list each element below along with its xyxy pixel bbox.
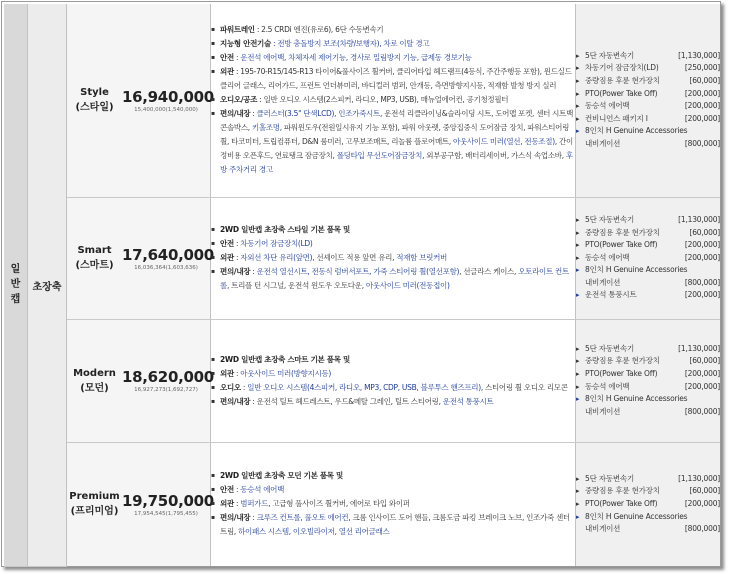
- feature-text: 아웃사이드 미러(열선, 전동조절): [453, 137, 555, 147]
- feature-text: 클러스터(3.5" 단색LCD), 인조가죽시트: [256, 109, 380, 119]
- feature-item: [211, 93, 575, 107]
- feature-text: : 195-70-R15/145-R13 타이어&풀사이즈 휠커버, 클리어타입 헤드램프(4등식, 주간주행등 포함), 윈드실드 클리어 글래스, 리어가드, 프런트 언더뷰미러, 바디컬러 범퍼, 안개등, 측면방향지시등, 적재함 발청 방지 실러: [220, 67, 572, 91]
- feature-text: , 크롬 인사이드 도어 핸들, 크롬도금 파킹 브레이크 노브, 인조가죽 센터트림,: [220, 513, 570, 537]
- option-price: [200,000]: [684, 368, 720, 378]
- feature-category-label: 안전: [220, 239, 234, 248]
- feature-text: :: [250, 513, 257, 523]
- option-price: [200,000]: [684, 240, 720, 250]
- feature-text: , 트리플 턴 시그널, 운전석 윈도우 오토다운,: [226, 281, 366, 290]
- feature-text: :: [240, 382, 248, 392]
- option-price: [60,000]: [689, 227, 720, 237]
- trim-name-cell: [67, 442, 123, 566]
- feature-category-label: 2WD 일반캡 초장축 모던 기본 품목 및: [220, 471, 343, 481]
- trim-name-ko: (스마트): [75, 260, 114, 271]
- trim-name-ko: (프리미엄): [70, 506, 119, 518]
- feature-list: [211, 469, 575, 539]
- trim-row-modern: [4, 319, 720, 442]
- options-cell: [576, 4, 721, 197]
- feature-item: [211, 497, 575, 511]
- option-label: ▸ 8인치 H Genuine Accessories: [585, 126, 688, 136]
- feature-item: [211, 223, 575, 237]
- feature-category-label: 오디오: [220, 382, 241, 392]
- option-price: [800,000]: [684, 277, 720, 287]
- feature-text: : 운전석 틸트 헤드레스트, 우드&메탈 그레인, 틸트 스티어링,: [250, 396, 443, 406]
- feature-item: [211, 23, 575, 37]
- feature-text: 하이패스 시스템, 이오빌라이저, 열선 리어글래스: [238, 527, 390, 537]
- option-item: [576, 289, 720, 302]
- option-label: ▸ 8인치 H Genuine Accessories: [585, 265, 688, 275]
- option-price: [1,130,000]: [678, 214, 720, 224]
- feature-item: [211, 511, 575, 539]
- feature-category-label: 지능형 안전기술: [220, 39, 271, 49]
- option-item: [576, 498, 720, 511]
- option-label: ▸ PTO(Power Take Off): [585, 240, 658, 250]
- trim-name-cell: [67, 319, 123, 442]
- option-price: [800,000]: [684, 524, 720, 534]
- trim-row-smart: [4, 197, 720, 319]
- option-price: [800,000]: [684, 139, 720, 149]
- feature-category-label: 편의/내장: [220, 109, 251, 119]
- feature-item: [211, 353, 575, 367]
- feature-text: : 일반 오디오 시스템(2스피커, 라디오, MP3, USB), 매뉴얼에어컨, 공기청정필터: [257, 95, 509, 105]
- feature-text: 폴딩타입 무선도어잠금장치: [336, 151, 423, 161]
- feature-category-label: 오디오/공조: [220, 95, 258, 105]
- option-label: ▸ 차동기어 잠금장치(LD): [585, 63, 659, 73]
- option-item-continued: [576, 277, 720, 290]
- option-price: [250,000]: [684, 63, 720, 73]
- option-item-continued: [576, 406, 720, 419]
- feature-text: 후방 주차거리 경고: [220, 151, 573, 175]
- feature-item: [211, 107, 575, 177]
- feature-item: [211, 237, 575, 251]
- trim-row-style: [4, 4, 720, 197]
- option-item: [576, 227, 720, 240]
- features-cell: [211, 4, 576, 197]
- option-price: [60,000]: [689, 356, 720, 366]
- features-cell: [211, 319, 576, 442]
- feature-text: 크루즈 컨트롤, 풀오토 에어컨: [256, 513, 349, 523]
- trim-price-breakdown: 16,036,364(1,603,636): [134, 264, 198, 271]
- trim-price: 19,750,000: [122, 491, 214, 510]
- feature-text: : 아웃사이드 미러(방향지시등): [233, 368, 331, 378]
- option-label: ▸ 중량짐용 후륜 현가장치: [585, 356, 660, 366]
- option-item: [576, 62, 720, 75]
- feature-text: 적재함 브릿커버: [396, 253, 447, 262]
- option-label: ▸ 5단 자동변속기: [585, 473, 635, 483]
- option-label: ▸ 중량짐용 후륜 현가장치: [585, 227, 660, 237]
- trim-row-premium: [4, 442, 720, 566]
- trim-name: Smart: [77, 245, 112, 256]
- feature-text: , 스티어링 휠 오디오 리모콘: [480, 382, 568, 392]
- feature-list: [211, 223, 575, 293]
- trim-price: 16,940,000: [122, 87, 214, 106]
- trim-name: Style: [80, 87, 109, 99]
- feature-text: , 선셰이드 적용 앞면 유리,: [312, 253, 397, 262]
- option-price: [200,000]: [684, 101, 720, 111]
- trim-price: 17,640,000: [122, 245, 214, 264]
- trim-name-cell: [67, 197, 123, 319]
- option-item: [576, 88, 720, 101]
- feature-text: :: [233, 253, 241, 262]
- option-price: [1,130,000]: [678, 50, 720, 60]
- spec-table-frame: [1, 1, 721, 567]
- feature-category-label: 편의/내장: [220, 396, 251, 406]
- option-list: [576, 50, 720, 151]
- option-item: [576, 355, 720, 368]
- option-label: ▸ 5단 자동변속기: [585, 214, 635, 224]
- feature-category-label: 안전: [220, 485, 234, 495]
- feature-category-label: 외관: [220, 368, 234, 378]
- feature-text: 일반 오디오 시스템(4스피커, 라디오, MP3, CDP, USB, 블루투스 핸즈프리): [247, 382, 481, 392]
- option-item: [576, 264, 720, 277]
- option-label: ▸ PTO(Power Take Off): [585, 88, 658, 98]
- trim-price-breakdown: 17,954,545(1,795,455): [134, 510, 198, 517]
- trim-price-breakdown: 15,400,000(1,540,000): [134, 106, 198, 113]
- trim-name-ko: (스타일): [75, 102, 114, 114]
- feature-item: [211, 65, 575, 93]
- feature-text: , 외부공구함, 배터리세이버, 가스식 속업소바,: [422, 151, 566, 161]
- option-item: [576, 381, 720, 394]
- body-category-cell: [28, 4, 67, 566]
- trim-price-cell: [122, 442, 214, 566]
- trim-name: Premium: [69, 491, 120, 503]
- trim-price-cell: [122, 319, 214, 442]
- vehicle-category-label: 일반캡: [10, 264, 21, 306]
- option-item: [576, 393, 720, 406]
- option-item: [576, 100, 720, 113]
- options-cell: [576, 442, 721, 566]
- feature-item: [211, 469, 575, 483]
- option-label: ▸ 8인치 H Genuine Accessories: [585, 511, 688, 521]
- trim-spec-table: [4, 4, 720, 567]
- option-label: ▸ 8인치 H Genuine Accessories: [585, 394, 688, 404]
- feature-list: [211, 353, 575, 409]
- trim-price-cell: [122, 197, 214, 319]
- option-item: [576, 50, 720, 63]
- feature-text: , 고급형 풀사이즈 휠커버, 에어로 타입 와이퍼: [268, 499, 410, 509]
- option-item: [576, 239, 720, 252]
- feature-text: 오토라이트 컨트롤: [220, 267, 569, 290]
- option-label: ▸ PTO(Power Take Off): [585, 498, 658, 508]
- features-cell: [211, 197, 576, 319]
- feature-category-label: 외관: [220, 499, 234, 509]
- option-item: [576, 368, 720, 381]
- trim-name-cell: [67, 4, 123, 197]
- option-label: ▸ 동승석 에어백: [585, 252, 630, 262]
- option-price: [60,000]: [689, 76, 720, 86]
- option-price: [200,000]: [684, 88, 720, 98]
- feature-text: 범퍼가드: [240, 499, 269, 509]
- feature-text: : 2.5 CRDi 엔진(유로6), 6단 수동변속기: [254, 25, 384, 35]
- option-label: ▸ 운전석 통풍시트: [585, 290, 637, 300]
- feature-item: [211, 51, 575, 65]
- option-label: ▸ 중량짐용 후륜 현가장치: [585, 76, 660, 86]
- feature-text: 자외선 차단 유리(앞면): [240, 253, 313, 262]
- option-item: [576, 252, 720, 265]
- option-item: [576, 214, 720, 227]
- option-label: ▸ 동승석 에어백: [585, 381, 630, 391]
- feature-text: : 동승석 에어백: [233, 485, 285, 495]
- feature-item: [211, 37, 575, 51]
- feature-category-label: 안전: [220, 53, 234, 63]
- feature-text: : 전방 충돌방지 보조(차량/보행자), 차로 이탈 경고: [270, 39, 430, 49]
- trim-name: Modern: [73, 367, 116, 379]
- option-label: ▸ 동승석 에어백: [585, 101, 630, 111]
- feature-category-label: 2WD 일반캡 초장축 스타일 기본 품목 및: [220, 225, 350, 234]
- feature-item: [211, 483, 575, 497]
- feature-text: 아웃사이드 미러(전동접이): [365, 281, 450, 290]
- option-price: [200,000]: [684, 381, 720, 391]
- feature-text: , 간이정비용 오픈후드, 연료탱크 잠금장치,: [220, 137, 573, 161]
- trim-price-cell: [122, 4, 214, 197]
- feature-text: :: [250, 267, 257, 276]
- option-label: ▸ 5단 자동변속기: [585, 50, 635, 60]
- feature-text: :: [233, 499, 241, 509]
- feature-category-label: 파워트레인: [220, 25, 255, 35]
- feature-text: 운전석 통풍시트: [442, 396, 494, 406]
- body-category-label: 초장축: [32, 282, 62, 294]
- option-item: [576, 113, 720, 126]
- option-label: 내비게이션: [585, 524, 621, 534]
- feature-text: 운전석 열선시트, 전동식 럼버서포트, 가죽 스티어링 휠(열선포함): [256, 267, 460, 276]
- option-item: [576, 343, 720, 356]
- option-list: [576, 343, 720, 419]
- option-price: [200,000]: [684, 113, 720, 123]
- feature-category-label: 외관: [220, 253, 234, 262]
- options-cell: [576, 319, 721, 442]
- option-price: [60,000]: [689, 486, 720, 496]
- features-cell: [211, 442, 576, 566]
- option-item: [576, 511, 720, 524]
- option-label: 내비게이션: [585, 277, 621, 287]
- feature-category-label: 2WD 일반캡 초장축 스마트 기본 품목 및: [220, 354, 350, 364]
- trim-name-ko: (모던): [80, 382, 109, 394]
- option-price: [800,000]: [684, 406, 720, 416]
- option-price: [200,000]: [684, 252, 720, 262]
- feature-item: [211, 395, 575, 409]
- option-item: [576, 473, 720, 486]
- feature-text: , 파워윈도우(전원일시유지 기능 포함), 파워 아웃렛, 중앙집중식 도어잠금 장치, 파워스티어링 휠, 타코미터, 트립컴퓨터, D&N 룸미러, 고무보조매트, 리놀륨 플로어매트,: [220, 123, 570, 147]
- feature-text: 키홀조명: [251, 123, 280, 133]
- option-item-continued: [576, 138, 720, 151]
- option-label: ▸ 컨비니언스 패키지 I: [585, 113, 648, 123]
- option-label: 내비게이션: [585, 406, 621, 416]
- option-list: [576, 214, 720, 302]
- feature-item: [211, 381, 575, 395]
- vehicle-category-cell: [4, 4, 28, 566]
- feature-item: [211, 367, 575, 381]
- feature-category-label: 편의/내장: [220, 267, 251, 276]
- feature-category-label: 외관: [220, 67, 234, 77]
- option-item-continued: [576, 523, 720, 536]
- trim-price: 18,620,000: [122, 368, 214, 386]
- feature-category-label: 편의/내장: [220, 513, 251, 523]
- option-price: [1,130,000]: [678, 473, 720, 483]
- option-label: ▸ 5단 자동변속기: [585, 343, 635, 353]
- feature-text: :: [250, 109, 257, 119]
- option-label: ▸ PTO(Power Take Off): [585, 368, 658, 378]
- option-item: [576, 485, 720, 498]
- option-price: [200,000]: [684, 498, 720, 508]
- option-price: [1,130,000]: [678, 343, 720, 353]
- feature-text: : 운전석 에어백, 차체자세 제어기능, 경사로 밀림방지 기능, 급제동 경보기능: [233, 53, 472, 63]
- feature-text: , 운전석 리클라이닝&슬라이딩 시트, 도어맵 포켓, 센터 시트백 콘솔박스,: [220, 109, 574, 133]
- trim-price-breakdown: 16,927,273(1,692,727): [134, 387, 198, 393]
- option-item: [576, 75, 720, 88]
- option-item: [576, 125, 720, 138]
- feature-text: , 선글라스 케이스,: [459, 267, 519, 276]
- options-cell: [576, 197, 721, 319]
- option-label: 내비게이션: [585, 139, 621, 149]
- feature-list: [211, 23, 575, 177]
- option-price: [200,000]: [684, 290, 720, 300]
- feature-item: [211, 251, 575, 265]
- feature-text: : 차동기어 잠금장치(LD): [233, 239, 313, 248]
- option-list: [576, 473, 720, 536]
- feature-item: [211, 265, 575, 293]
- option-label: ▸ 중량짐용 후륜 현가장치: [585, 486, 660, 496]
